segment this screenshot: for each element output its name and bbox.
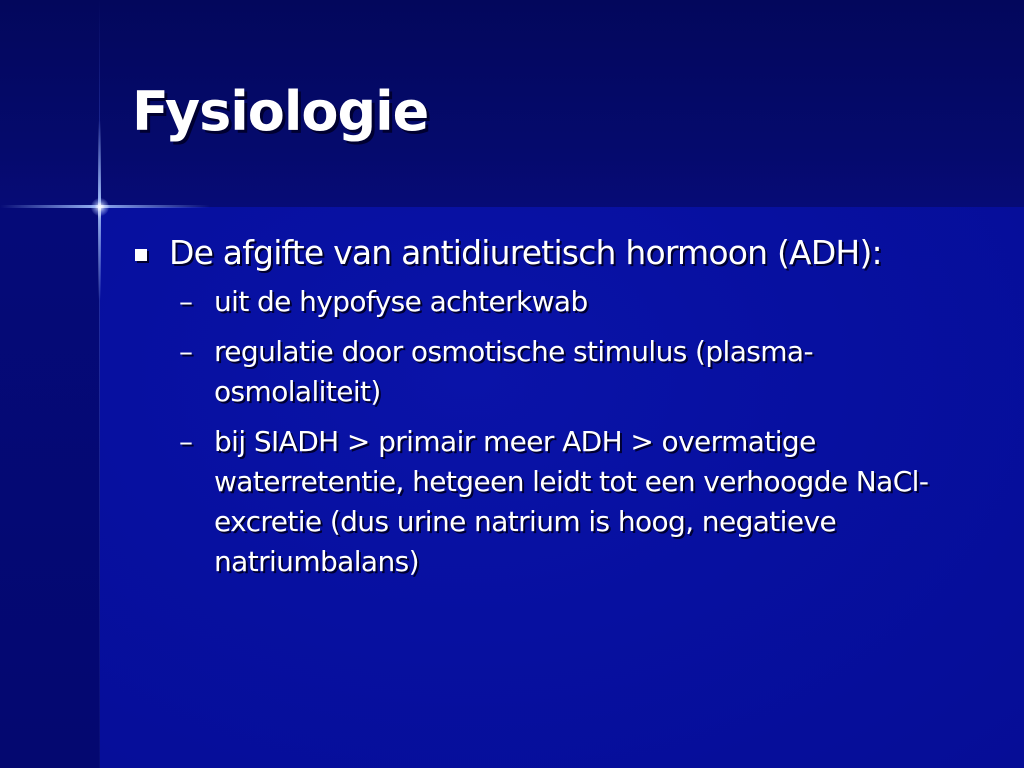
dash-bullet-icon: – [179,285,193,318]
sub-bullet-text: uit de hypofyse achterkwab [214,285,588,318]
square-bullet-icon [135,249,147,261]
bullet-item [132,232,929,274]
slide-content [132,232,992,592]
sparkle-glow-icon [91,198,109,216]
sub-bullet-text: bij SIADH > primair meer ADH > overmatige waterretentie, hetgeen leidt tot een verhoogde NaCl-excretie (dus urine natrium is hoog, negatieve natriumbalans) [214,425,929,578]
left-band [0,207,100,768]
sub-bullet-list [132,282,992,582]
sub-bullet-item [132,282,934,322]
bullet-text: De afgifte van antidiuretisch hormoon (ADH): [169,233,882,272]
slide-title: Fysiologie [132,80,429,143]
dash-bullet-icon: – [179,335,193,368]
sub-bullet-item [132,422,934,582]
vertical-accent-line [99,0,100,768]
sub-bullet-text: regulatie door osmotische stimulus (plasma-osmolaliteit) [214,335,813,408]
sub-bullet-item [132,332,934,412]
dash-bullet-icon: – [179,425,193,458]
